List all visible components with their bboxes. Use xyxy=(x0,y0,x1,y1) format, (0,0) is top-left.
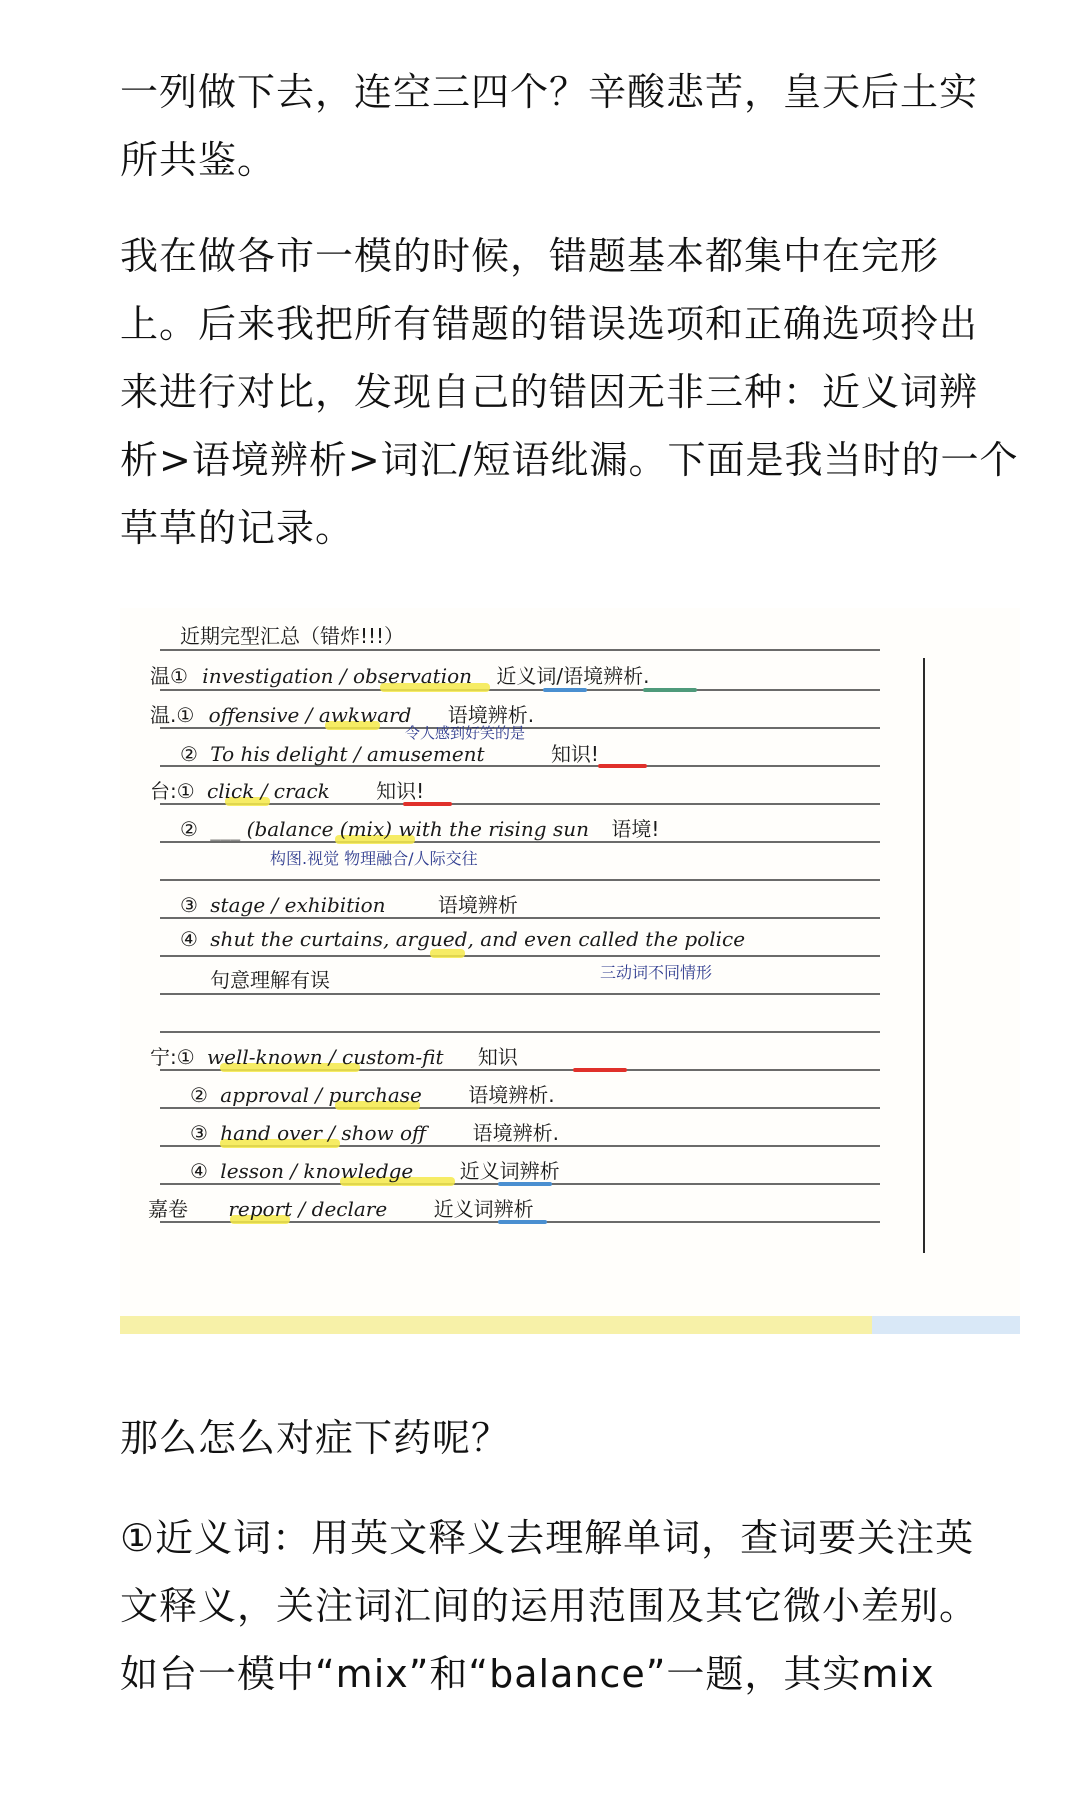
note-prefix: 宁:① xyxy=(150,1045,195,1069)
note-prefix: ④ xyxy=(180,927,198,951)
text-line: 如台一模中“mix”和“balance”一题，其实mix xyxy=(120,1652,935,1696)
text-line: 上。后来我把所有错题的错误选项和正确选项拎出 xyxy=(120,302,979,346)
note-annotation: 语境辨析. xyxy=(447,703,535,727)
note-annotation: 近义词辨析 xyxy=(459,1159,560,1183)
note-words: offensive / awkward xyxy=(208,703,412,727)
note-line xyxy=(190,1155,560,1184)
note-line xyxy=(180,927,745,951)
note-translation: 构图.视觉 物理融合/人际交往 xyxy=(270,849,478,868)
text-line: 一列做下去，连空三四个？辛酸悲苦，皇天后土实 xyxy=(120,70,979,114)
note-annotation: 三动词不同情形 xyxy=(600,963,713,982)
text-line: 那么怎么对症下药呢？ xyxy=(120,1416,511,1460)
note-annotation: 近义词辨析 xyxy=(433,1197,534,1221)
question-heading xyxy=(120,1404,1020,1472)
text-line: 析>语境辨析>词汇/短语纰漏。下面是我当时的一个 xyxy=(120,438,1019,482)
text-line: ①近义词：用英文释义去理解单词，查词要关注英 xyxy=(120,1516,975,1560)
note-words: click / crack xyxy=(207,779,330,803)
note-prefix: ③ xyxy=(180,893,198,917)
note-words: lesson / knowledge xyxy=(220,1159,414,1183)
note-translation: 令人感到好笑的是 xyxy=(405,724,526,742)
image-bottom-bar-blue xyxy=(872,1316,1020,1334)
note-prefix: 台:① xyxy=(150,779,195,803)
note-words: 句意理解有误 xyxy=(210,968,330,992)
notes-title: 近期完型汇总（错炸!!!） xyxy=(180,624,405,648)
note-annotation: 语境辨析. xyxy=(472,1121,559,1145)
note-line xyxy=(150,775,424,804)
note-prefix: ② xyxy=(190,1083,208,1107)
note-annotation: 语境! xyxy=(611,817,660,841)
note-annotation: 语境辨析 xyxy=(437,893,518,917)
note-annotation: 语境辨析. xyxy=(468,1083,555,1107)
note-line xyxy=(190,1117,559,1146)
note-words: well-known / custom-fit xyxy=(207,1045,444,1069)
text-line: 我在做各市一模的时候，错题基本都集中在完形 xyxy=(120,234,940,278)
note-line xyxy=(150,660,650,689)
note-words: stage / exhibition xyxy=(210,893,386,917)
note-prefix: 温.① xyxy=(150,703,195,727)
note-words: shut the curtains, argued, and even called the police xyxy=(210,927,746,951)
image-bottom-bar-yellow xyxy=(120,1316,872,1334)
note-words: To his delight / amusement xyxy=(210,742,485,766)
note-words: approval / purchase xyxy=(220,1083,422,1107)
note-line xyxy=(180,738,599,767)
note-annotation: 知识 xyxy=(477,1045,518,1069)
note-annotation: 知识! xyxy=(550,742,599,766)
note-annotation: 近义词/语境辨析. xyxy=(496,664,650,688)
paragraph-errors xyxy=(120,222,1020,562)
note-line xyxy=(180,889,518,918)
text-line: 文释义，关注词汇间的运用范围及其它微小差别。 xyxy=(120,1584,979,1628)
note-prefix: ② xyxy=(180,742,198,766)
note-prefix: 嘉卷 xyxy=(148,1197,188,1221)
handwritten-notes-image xyxy=(120,608,1020,1334)
paragraph-intro xyxy=(120,58,1020,194)
note-line xyxy=(180,813,659,842)
note-line xyxy=(190,1079,555,1108)
note-line xyxy=(210,964,330,993)
note-words: investigation / observation xyxy=(202,664,473,688)
note-prefix: ④ xyxy=(190,1159,208,1183)
paragraph-synonyms xyxy=(120,1504,1020,1708)
text-line: 草草的记录。 xyxy=(120,506,355,550)
note-words: hand over / show off xyxy=(220,1121,427,1145)
note-line xyxy=(150,1041,518,1070)
note-line xyxy=(148,1193,534,1222)
text-line: 来进行对比，发现自己的错因无非三种：近义词辨 xyxy=(120,370,979,414)
note-prefix: ③ xyxy=(190,1121,208,1145)
text-line: 所共鉴。 xyxy=(120,138,277,182)
note-words: ___ (balance (mix) with the rising sun xyxy=(210,817,589,841)
note-prefix: ② xyxy=(180,817,198,841)
note-annotation: 知识! xyxy=(376,779,425,803)
note-prefix: 温① xyxy=(150,664,188,688)
note-words: report / declare xyxy=(228,1197,388,1221)
